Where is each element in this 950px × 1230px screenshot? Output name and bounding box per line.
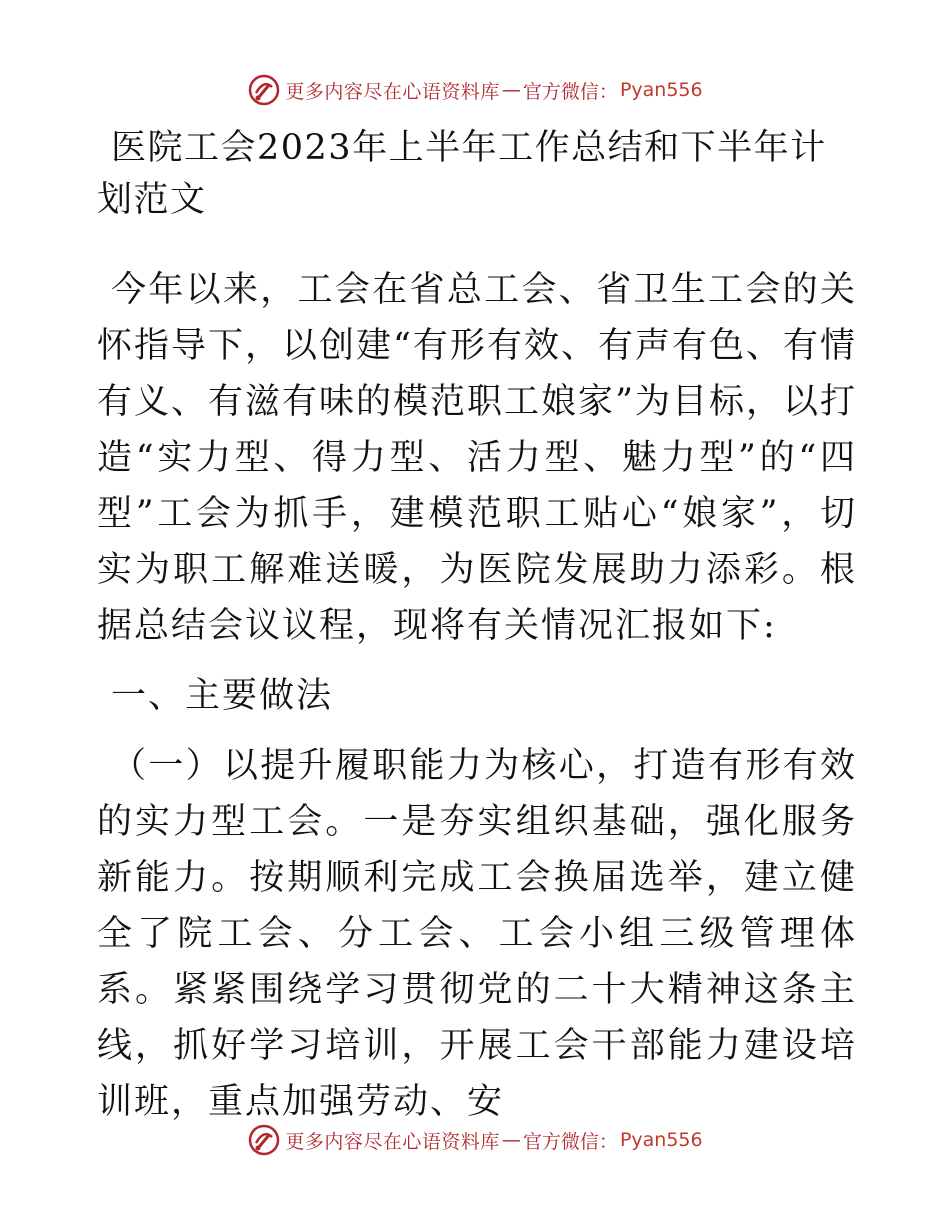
watermark-dash: — — [501, 79, 521, 101]
section-paragraph: （一）以提升履职能力为核心，打造有形有效的实力型工会。一是夯实组织基础，强化服务新能力。按期顺利完成工会换届选举，建立健全了院工会、分工会、工会小组三级管理体系。紧紧围绕学习贯彻党的二十大精神这条主线，抓好学习培训，开展工会干部能力建设培训班，重点加强劳动、安 — [97, 746, 857, 1122]
document-title: 医院工会2023年上半年工作总结和下半年计划范文 — [97, 128, 827, 220]
watermark-label: 官方微信： — [522, 80, 618, 103]
watermark-text: 更多内容尽在心语资料库 — [285, 80, 500, 103]
intro-paragraph: 今年以来，工会在省总工会、省卫生工会的关怀指导下，以创建“有形有效、有声有色、有情有义、有滋有味的模范职工娘家”为目标，以打造“实力型、得力型、活力型、魅力型”的“四型”工会为抓手，建模范职工贴心“娘家”，切实为职工解难送暖，为医院发展助力添彩。根据总结会议议程，现将有关情况汇报如下: — [97, 270, 857, 646]
watermark-id: Pyan556 — [619, 79, 703, 101]
watermark-dash: — — [501, 1129, 521, 1151]
logo-icon — [247, 1123, 281, 1157]
document-body — [97, 122, 857, 1130]
watermark-footer — [0, 1120, 950, 1160]
watermark-label: 官方微信： — [522, 1130, 618, 1153]
section-heading: 一、主要做法 — [111, 676, 334, 716]
watermark-text: 更多内容尽在心语资料库 — [285, 1130, 500, 1153]
logo-icon — [247, 73, 281, 107]
watermark-header — [0, 70, 950, 110]
watermark-id: Pyan556 — [619, 1129, 703, 1151]
